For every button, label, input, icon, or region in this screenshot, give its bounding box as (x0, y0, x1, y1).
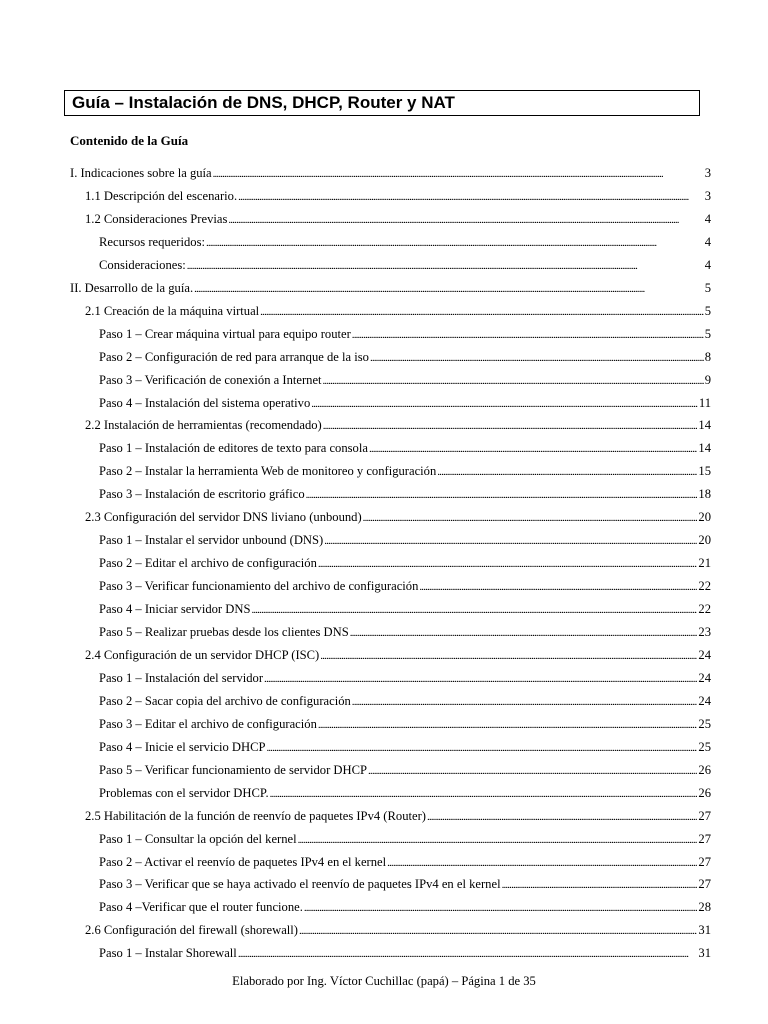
toc-entry-page: 27 (698, 877, 711, 892)
toc-entry-page: 14 (698, 418, 711, 433)
toc-entry-label: Problemas con el servidor DHCP. (99, 785, 269, 800)
toc-entry[interactable] (70, 164, 711, 182)
toc-entry[interactable] (99, 531, 711, 549)
toc-entry[interactable] (85, 807, 711, 825)
toc-dot-leader (320, 646, 697, 665)
toc-entry[interactable] (85, 187, 711, 205)
toc-entry-label: 2.2 Instalación de herramientas (recomendado) (85, 418, 322, 433)
toc-entry-label: Paso 4 – Inicie el servicio DHCP (99, 739, 266, 754)
toc-entry-label: Paso 1 – Instalar Shorewall (99, 946, 237, 961)
toc-entry-page: 11 (698, 395, 711, 410)
toc-entry-page: 5 (704, 303, 711, 318)
toc-dot-leader (298, 830, 698, 849)
toc-entry[interactable] (99, 761, 711, 779)
toc-entry-page: 14 (698, 441, 711, 456)
toc-entry-page: 15 (698, 464, 711, 479)
toc-entry-label: I. Indicaciones sobre la guía (70, 166, 212, 180)
toc-entry-page: 21 (698, 556, 711, 571)
toc-entry[interactable] (99, 256, 711, 274)
toc-entry-page: 4 (704, 211, 711, 226)
toc-entry[interactable] (99, 669, 711, 687)
toc-entry-page: 5 (704, 326, 711, 341)
toc-entry-label: Paso 4 – Iniciar servidor DNS (99, 602, 251, 617)
toc-entry-label: Paso 5 – Verificar funcionamiento de servidor DHCP (99, 762, 368, 777)
toc-entry-label: Paso 2 – Instalar la herramienta Web de monitoreo y configuración (99, 464, 437, 479)
toc-dot-leader (368, 761, 697, 780)
toc-entry[interactable] (99, 715, 711, 733)
toc-entry-page: 18 (698, 487, 711, 502)
toc-dot-leader (369, 439, 697, 458)
toc-entry-page: 31 (698, 946, 711, 961)
toc-entry-page: 25 (698, 739, 711, 754)
toc-entry[interactable] (85, 646, 711, 664)
toc-dot-leader (318, 554, 698, 573)
toc-entry-page: 26 (698, 785, 711, 800)
toc-entry[interactable] (99, 439, 711, 457)
toc-entry-page: 27 (698, 854, 711, 869)
toc-entry-label: 1.2 Consideraciones Previas (85, 211, 228, 226)
toc-entry-label: Paso 1 – Consultar la opción del kernel (99, 831, 297, 846)
toc-entry-page: 4 (704, 234, 711, 249)
toc-entry-page: 26 (698, 762, 711, 777)
toc-dot-leader (363, 508, 698, 527)
toc-entry-label: Paso 4 –Verificar que el router funcione. (99, 900, 303, 915)
toc-entry[interactable] (99, 898, 711, 916)
toc-entry[interactable] (99, 371, 711, 389)
toc-dot-leader (304, 898, 698, 917)
toc-entry[interactable] (99, 554, 711, 572)
toc-entry-page: 22 (698, 579, 711, 594)
toc-dot-leader (323, 416, 698, 435)
toc-dot-leader (350, 623, 698, 642)
toc-entry-label: Paso 4 – Instalación del sistema operativo (99, 395, 311, 410)
toc-dot-leader (427, 807, 697, 826)
toc-entry-page: 23 (698, 625, 711, 639)
toc-entry[interactable] (99, 623, 711, 641)
toc-dot-leader (352, 325, 704, 344)
toc-entry-label: Paso 1 – Crear máquina virtual para equipo router (99, 326, 351, 341)
toc-entry-page: 4 (704, 257, 711, 272)
toc-entry-label: 1.1 Descripción del escenario. (85, 188, 238, 203)
toc-entry-label: Paso 5 – Realizar pruebas desde los clientes DNS (99, 625, 349, 639)
toc-entry[interactable] (99, 485, 711, 503)
toc-entry-page: 27 (698, 831, 711, 846)
toc-entry-label: 2.5 Habilitación de la función de reenvío de paquetes IPv4 (Router) (85, 808, 426, 823)
toc-entry[interactable] (99, 600, 711, 618)
toc-dot-leader (370, 348, 704, 367)
toc-entry[interactable] (99, 944, 711, 962)
toc-dot-leader (238, 944, 698, 963)
toc-entry[interactable] (99, 577, 711, 595)
toc-entry[interactable] (85, 302, 711, 320)
toc-dot-leader (419, 577, 697, 596)
toc-dot-leader (324, 531, 697, 550)
toc-entry[interactable] (99, 692, 711, 710)
toc-entry-page: 31 (698, 923, 711, 938)
toc-entry-label: Paso 1 – Instalación de editores de texto para consola (99, 441, 368, 456)
toc-entry-label: Recursos requeridos: (99, 234, 205, 249)
toc-entry-label: Paso 2 – Sacar copia del archivo de configuración (99, 693, 351, 708)
toc-entry[interactable] (99, 394, 711, 412)
toc-entry-page: 20 (698, 510, 711, 525)
page-footer: Elaborado por Ing. Víctor Cuchillac (papá) – Página 1 de 35 (232, 974, 536, 988)
toc-dot-leader (194, 279, 704, 298)
toc-entry-page: 3 (704, 166, 711, 180)
toc-entry-page: 8 (704, 349, 711, 364)
toc-entry[interactable] (99, 233, 711, 251)
toc-entry-label: Paso 2 – Configuración de red para arranque de la iso (99, 349, 369, 364)
toc-dot-leader (251, 600, 697, 619)
toc-entry-label: Paso 2 – Activar el reenvío de paquetes IPv4 en el kernel (99, 854, 387, 869)
toc-entry-label: II. Desarrollo de la guía. (70, 280, 194, 295)
toc-entry-label: 2.6 Configuración del firewall (shorewall) (85, 923, 298, 938)
toc-entry[interactable] (99, 325, 711, 343)
toc-entry-page: 24 (698, 647, 711, 662)
toc-entry-page: 3 (704, 188, 711, 203)
toc-entry[interactable] (70, 279, 711, 297)
toc-dot-leader (437, 462, 697, 481)
toc-dot-leader (352, 692, 698, 711)
toc-entry-page: 27 (698, 808, 711, 823)
toc-entry[interactable] (99, 738, 711, 756)
toc-dot-leader (323, 371, 704, 390)
toc-entry[interactable] (85, 210, 711, 228)
toc-dot-leader (311, 394, 698, 413)
toc-entry[interactable] (85, 416, 711, 434)
toc-dot-leader (387, 853, 697, 872)
toc-heading: Contenido de la Guía (70, 133, 189, 148)
toc-dot-leader (238, 187, 704, 206)
toc-dot-leader (213, 164, 704, 183)
toc-entry[interactable] (99, 348, 711, 366)
toc-dot-leader (299, 921, 697, 940)
toc-dot-leader (267, 738, 698, 757)
toc-entry[interactable] (99, 875, 711, 893)
toc-entry-label: 2.4 Configuración de un servidor DHCP (ISC) (85, 647, 320, 662)
toc-entry-label: Paso 3 – Verificar que se haya activado el reenvío de paquetes IPv4 en el kernel (99, 877, 501, 892)
toc-dot-leader (502, 875, 698, 894)
toc-entry-page: 5 (704, 280, 711, 295)
toc-entry-page: 25 (698, 716, 711, 731)
toc-dot-leader (187, 256, 704, 275)
toc-entry[interactable] (99, 462, 711, 480)
toc-entry-label: Paso 3 – Editar el archivo de configuración (99, 716, 317, 731)
toc-entry-page: 28 (698, 900, 711, 915)
toc-entry[interactable] (85, 508, 711, 526)
toc-dot-leader (206, 233, 704, 252)
toc-dot-leader (318, 715, 698, 734)
toc-entry-page: 22 (698, 602, 711, 617)
toc-entry-label: Paso 2 – Editar el archivo de configuración (99, 556, 317, 571)
toc-entry[interactable] (99, 784, 711, 802)
toc-entry-page: 24 (698, 693, 711, 708)
toc-entry-label: Paso 3 – Verificación de conexión a Internet (99, 372, 322, 387)
toc-entry-page: 20 (698, 533, 711, 548)
toc-entry-label: Consideraciones: (99, 257, 186, 272)
toc-entry-page: 24 (698, 670, 711, 685)
toc-entry-label: Paso 3 – Verificar funcionamiento del archivo de configuración (99, 579, 419, 594)
toc-dot-leader (270, 784, 698, 803)
toc-entry-label: Paso 1 – Instalación del servidor (99, 670, 264, 685)
toc-entry-label: 2.1 Creación de la máquina virtual (85, 303, 260, 318)
toc-entry-page: 9 (704, 372, 711, 387)
toc-dot-leader (228, 210, 703, 229)
toc-dot-leader (264, 669, 697, 688)
toc-entry[interactable] (99, 853, 711, 871)
toc-entry[interactable] (99, 830, 711, 848)
toc-entry-label: 2.3 Configuración del servidor DNS liviano (unbound) (85, 510, 362, 525)
toc-dot-leader (306, 485, 698, 504)
toc-entry[interactable] (85, 921, 711, 939)
toc-entry-label: Paso 3 – Instalación de escritorio gráfico (99, 487, 305, 502)
document-title: Guía – Instalación de DNS, DHCP, Router y NAT (64, 90, 700, 116)
toc-entry-label: Paso 1 – Instalar el servidor unbound (DNS) (99, 533, 324, 548)
toc-dot-leader (260, 302, 704, 321)
